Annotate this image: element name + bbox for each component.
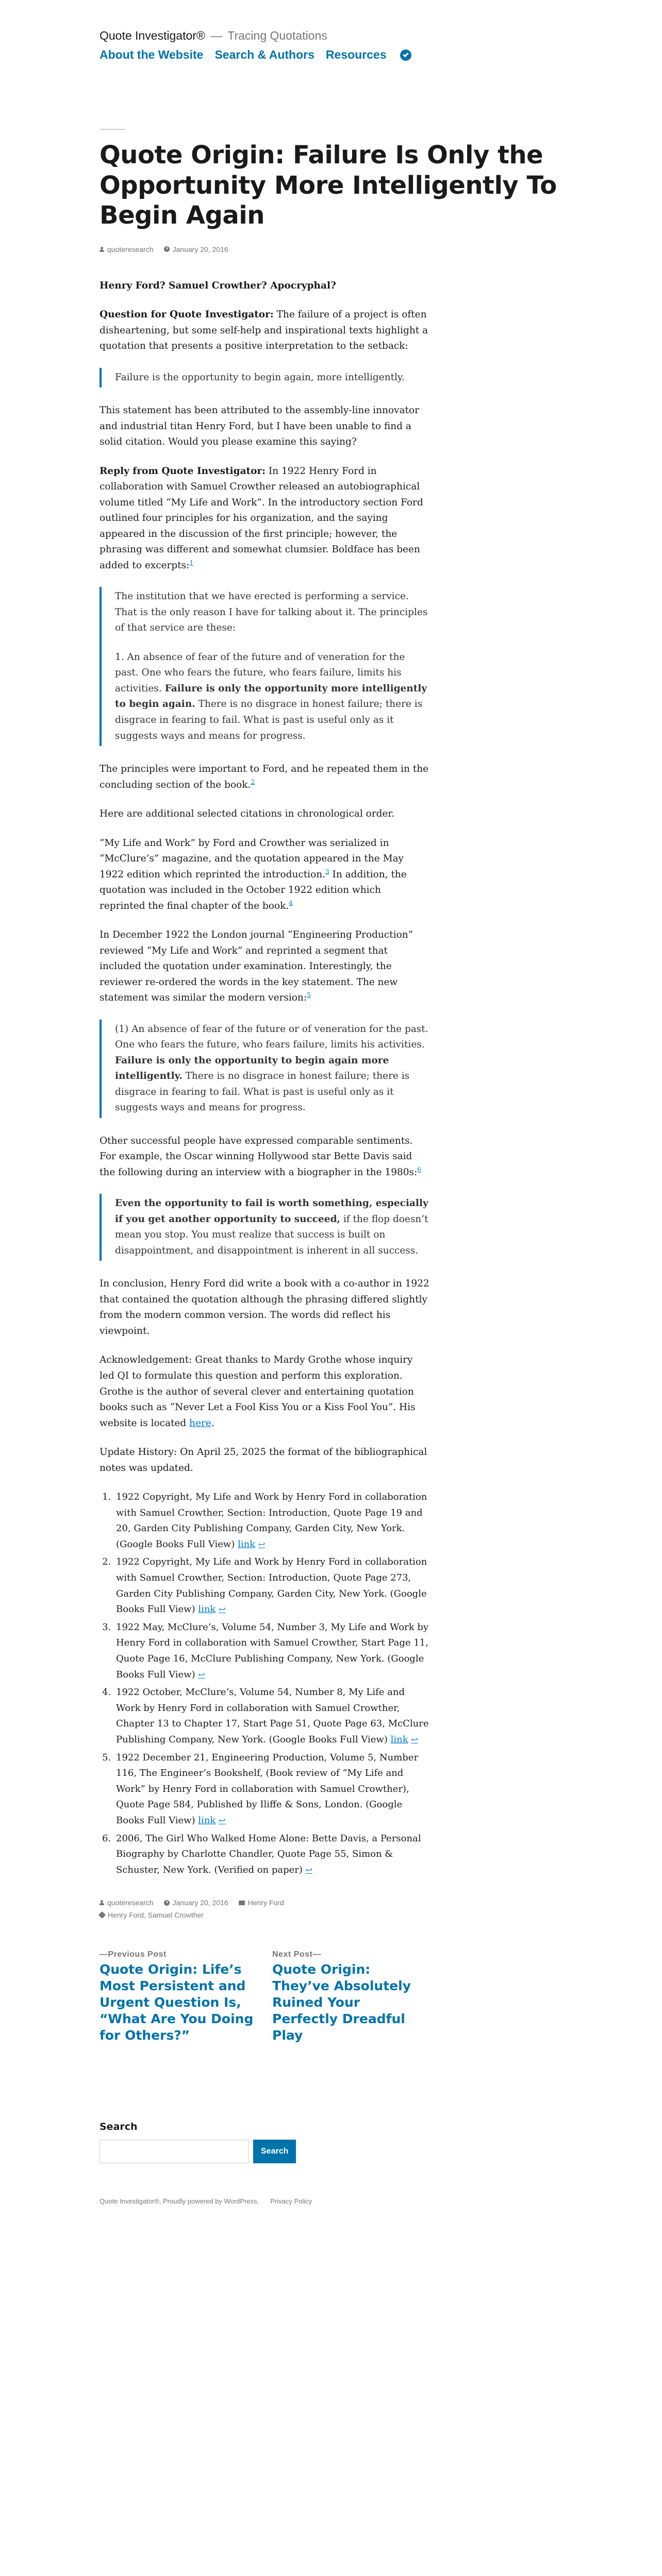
paragraph-text: “My Life and Work” by Ford and Crowther was serialized in “McClure’s” magazine, and the quotation appeared in the May 1922 edition which reprinted the introduction. [100,837,404,880]
main-navigation [100,48,429,62]
footnotes-list [100,1489,429,1878]
search-button[interactable]: Search [253,2140,296,2163]
next-post-label: Next Post— [272,1950,321,1959]
reply-paragraph [100,464,429,574]
paragraph-acknowledgement [100,1352,429,1431]
intro-heading: Henry Ford? Samuel Crowther? Apocryphal? [100,280,336,291]
post-navigation [100,1950,429,2044]
paragraph-engineering [100,927,429,1006]
source-link[interactable]: link [198,1815,216,1826]
page-title: Quote Origin: Failure Is Only the Opportunity More Intelligently To Begin Again [100,141,557,230]
user-icon [100,1900,104,1905]
footnote-item [114,1554,429,1617]
return-arrow-icon[interactable]: ↩ [305,1865,313,1875]
user-icon [100,247,104,252]
entry-meta [100,245,429,253]
next-post-title[interactable]: Quote Origin: They’ve Absolutely Ruined Your Perfectly Dreadful Play [272,1962,411,2043]
paragraph-conclusion: In conclusion, Henry Ford did write a book with a co-author in 1922 that contained the quotation although the phrasing differed slightly from the modern common version. The words did reflect his viewpoint. [100,1278,429,1336]
reply-lead: Reply from Quote Investigator: [100,465,266,477]
date-link[interactable]: January 20, 2016 [172,245,228,253]
footnote-link-5[interactable]: 5 [307,991,311,999]
quote-text: There is no disgrace in honest failure; there is disgrace in fearing to fail. What is past is useful only as it suggests ways and means for progress. [115,699,423,741]
search-widget [100,2121,429,2163]
nav-item-search-authors[interactable]: Search & Authors [214,48,315,61]
paragraph-text: Other successful people have expressed comparable sentiments. For example, the Oscar winning Hollywood star Bette Davis said the following during an interview with a biographer in the 1980s: [100,1135,418,1178]
clock-icon [164,1900,170,1906]
paragraph-text: . [211,1417,214,1429]
entry-footer-tags [100,1911,429,1919]
main-content [100,129,557,2226]
source-link[interactable]: link [390,1734,408,1745]
next-post[interactable] [272,1950,429,2044]
previous-post-title[interactable]: Quote Origin: Life’s Most Persistent and Urgent Question Is, “What Are You Doing for Others?” [100,1962,254,2043]
nav-item-resources[interactable]: Resources [325,48,387,61]
title-divider [100,129,125,130]
footnote-item [114,1489,429,1552]
nav-item-about[interactable]: About the Website [100,48,204,61]
site-tagline: Tracing Quotations [227,29,327,42]
return-arrow-icon[interactable]: ↩ [258,1539,266,1549]
entry-footer [100,1899,429,1919]
footnote-link-6[interactable]: 6 [417,1165,421,1173]
paragraph-text: The principles were important to Ford, and he repeated them in the concluding section of the book. [100,764,429,790]
folder-icon [239,1901,245,1905]
author-link[interactable]: quoteresearch [107,245,154,253]
paragraph-bette-davis [100,1133,429,1181]
entry-header [100,129,557,253]
meta-author [100,1899,154,1907]
tags-links[interactable]: Henry Ford, Samuel Crowther [108,1911,204,1920]
meta-category [239,1899,284,1907]
footnote-item [114,1750,429,1829]
footnote-link-2[interactable]: 2 [251,778,255,786]
site-title[interactable]: Quote Investigator® [100,29,205,42]
footnote-text: 2006, The Girl Who Walked Home Alone: Bette Davis, a Personal Biography by Charlotte Chandler, Quote Page 55, Simon & Schuster, New York. (Verified on paper) [116,1833,421,1875]
footnote-text: 1922 October, McClure’s, Volume 54, Number 8, My Life and Work by Henry Ford in collaboration with Samuel Crowther, Chapter 13 to Chapter 17, Start Page 51, Quote Page 63, McClure Publishing Company, New York. (Google Books Full View) [116,1687,429,1745]
meta-date [164,245,228,253]
blockquote-4 [100,1194,429,1261]
quote-text: 1. An absence of fear of the future and of veneration for the past. One who fears the future, who fears failure, limits his activities. [115,651,405,694]
previous-post[interactable] [100,1950,257,2044]
footnote-text: 1922 May, McClure’s, Volume 54, Number 3, My Life and Work by Henry Ford in collaboration with Samuel Crowther, Start Page 11, Quote Page 16, McClure Publishing Company, New York. (Google Books Full View) [116,1621,429,1680]
clock-icon [164,246,170,252]
footnote-link-1[interactable]: 1 [189,558,194,566]
question-lead: Question for Quote Investigator: [100,309,274,320]
return-arrow-icon[interactable]: ↩ [219,1815,226,1825]
footnote-item [114,1620,429,1683]
blockquote-3 [100,1020,429,1118]
quote-text: (1) An absence of fear of the future or of veneration for the past. One who fears the future, who fears failure, limits his activities. [115,1023,428,1050]
chevron-down-icon[interactable] [400,49,411,61]
site-branding [100,29,429,43]
footnote-link-4[interactable]: 4 [289,899,293,907]
paragraph-text: Acknowledgement: Great thanks to Mardy Grothe whose inquiry led QI to formulate this question and perform this exploration. Grothe is the author of several clever and entertaining quotation books such as “Never Let a Fool Kiss You or a Kiss Fool You”. His website is located [100,1354,416,1429]
quote-principle [115,1022,429,1116]
privacy-policy-link[interactable]: Privacy Policy [270,2197,312,2206]
paragraph-text: In addition, the quotation was included in the October 1922 edition which reprinted the final chapter of the book. [100,869,407,911]
meta-tags [100,1911,204,1919]
question-text: The failure of a project is often disheartening, but some self-help and inspirational texts highlight a quotation that presents a positive interpretation to the setback: [100,309,428,352]
quote-bold: Even the opportunity to fail is worth something, especially if you get another opportunity to succeed, [115,1198,428,1225]
footnote-text: 1922 Copyright, My Life and Work by Henry Ford in collaboration with Samuel Crowther, Section: Introduction, Quote Page 273, Garden City Publishing Company, Garden City, New York. (Google Books Full View) [116,1556,427,1615]
quote-text: The institution that we have erected is performing a service. That is the only reason I have for talking about it. The principles of that service are these: [115,591,428,634]
question-paragraph [100,307,429,354]
quote-principle [115,650,429,744]
search-input[interactable] [100,2140,249,2163]
meta-author [100,245,154,253]
blockquote-1 [100,368,429,388]
footnote-text: 1922 December 21, Engineering Production, Volume 5, Number 116, The Engineer’s Bookshelf, (Book review of “My Life and Work” by Henry Ford in collaboration with Samuel Crowther), Quote Page 584, Published by Iliffe & Sons, London. (Google Books Full View) [116,1752,419,1826]
search-heading: Search [100,2121,138,2133]
quote-text: Failure is the opportunity to begin again, more intelligently. [115,371,405,383]
paragraph-update-history: Update History: On April 25, 2025 the format of the bibliographical notes was updated. [100,1447,427,1473]
entry-footer-meta [100,1899,429,1907]
quote-text: if the flop doesn’t mean you stop. You must realize that success is built on disappointment, and disappointment is inherent in all success. [115,1213,428,1256]
footnote-item [114,1685,429,1748]
entry-content [100,278,429,1878]
return-arrow-icon[interactable]: ↩ [411,1735,418,1744]
paragraph-citations: Here are additional selected citations in chronological order. [100,808,395,820]
site-header [100,0,429,62]
paragraph-attribution: This statement has been attributed to the assembly-line innovator and industrial titan Henry Ford, but I have been unable to find a solid citation. Would you please examine this saying? [100,405,419,448]
return-arrow-icon[interactable]: ↩ [219,1604,226,1615]
tag-icon [98,1911,106,1919]
footnote-item [114,1831,429,1878]
author-link[interactable]: quoteresearch [107,1899,154,1907]
quote-davis [115,1196,429,1259]
footnote-text: 1922 Copyright, My Life and Work by Henry Ford in collaboration with Samuel Crowther, Section: Introduction, Quote Page 19 and 20, Garden City Publishing Company, Garden City, New York. (Google Books Full View) [116,1492,427,1550]
category-link[interactable]: Henry Ford [247,1899,284,1907]
site-footer [100,2197,429,2226]
website-link[interactable]: here [189,1417,211,1429]
paragraph-principles [100,761,429,793]
date-link[interactable]: January 20, 2016 [172,1899,228,1907]
return-arrow-icon[interactable]: ↩ [198,1669,205,1680]
footnote-link-3[interactable]: 3 [325,868,329,875]
quote-text: There is no disgrace in honest failure; there is disgrace in fearing to fail. What is past is useful only as it suggests ways and means for progress. [115,1071,410,1113]
title-separator: — [210,29,223,42]
paragraph-mcclures [100,836,429,914]
meta-date [164,1899,228,1907]
source-link[interactable]: link [198,1604,216,1615]
search-form [100,2140,429,2163]
blockquote-2 [100,587,429,746]
paragraph-text: In December 1922 the London journal “Engineering Production” reviewed “My Life and Work” and reprinted a segment that included the quotation under examination. Interestingly, the reviewer re-ordered the words in the key statement. The new statement was similar the modern version: [100,929,413,1004]
footer-credit[interactable]: Quote Investigator®, Proudly powered by WordPress. [100,2197,259,2206]
reply-text: In 1922 Henry Ford in collaboration with Samuel Crowther released an autobiographical volume titled “My Life and Work”. In the introductory section Ford outlined four principles for his organization, and the saying appeared in the discussion of the first principle; however, the phrasing was different and somewhat clumsier. Boldface has been added to excerpts: [100,465,423,571]
source-link[interactable]: link [238,1538,256,1550]
quote-bold: Failure is only the opportunity to begin again more intelligently. [115,1055,389,1082]
previous-post-label: —Previous Post [100,1950,167,1959]
quote-bold: Failure is only the opportunity more intelligently to begin again. [115,683,427,710]
